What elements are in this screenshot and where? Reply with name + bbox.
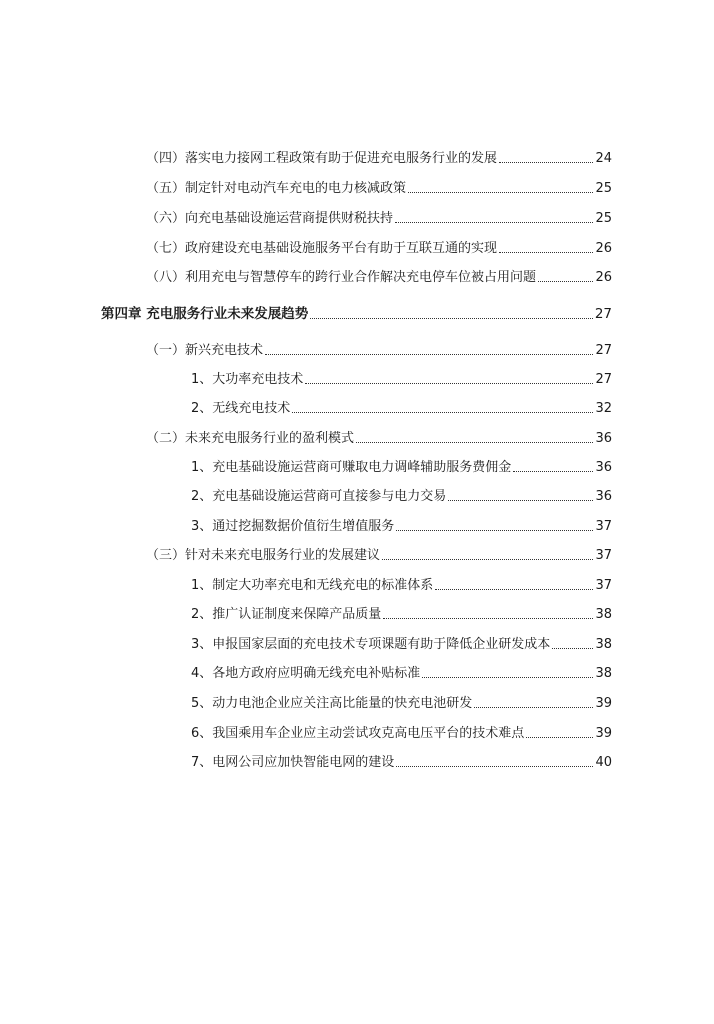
dot-leader	[448, 500, 593, 501]
toc-entry-page: 24	[595, 151, 612, 166]
toc-entry-page: 37	[595, 548, 612, 563]
dot-leader	[408, 192, 593, 193]
dot-leader	[526, 737, 593, 738]
toc-entry-section-8[interactable]	[146, 269, 612, 286]
toc-entry-title: 1、充电基础设施运营商可赚取电力调峰辅助服务费佣金	[191, 460, 512, 475]
toc-entry-page: 36	[595, 489, 612, 504]
toc-entry-page: 27	[595, 343, 612, 358]
toc-entry-title: 第四章 充电服务行业未来发展趋势	[101, 306, 309, 322]
toc-entry-title: （八）利用充电与智慧停车的跨行业合作解决充电停车位被占用问题	[146, 270, 537, 285]
toc-entry-page: 27	[595, 372, 612, 387]
dot-leader	[474, 707, 593, 708]
toc-entry-title: 1、制定大功率充电和无线充电的标准体系	[191, 578, 434, 593]
dot-leader	[538, 281, 593, 282]
toc-entry-title: （五）制定针对电动汽车充电的电力核减政策	[146, 181, 407, 196]
toc-entry-title: 5、动力电池企业应关注高比能量的快充电池研发	[191, 696, 473, 711]
toc-entry-item[interactable]	[191, 400, 612, 417]
toc-entry-page: 25	[595, 211, 612, 226]
toc-entry-item[interactable]	[191, 488, 612, 505]
toc-entry-page: 36	[595, 431, 612, 446]
toc-entry-item[interactable]	[191, 371, 612, 388]
toc-entry-title: 4、各地方政府应明确无线充电补贴标准	[191, 666, 421, 681]
toc-entry-section-4-2[interactable]	[146, 430, 612, 447]
toc-entry-section-4-1[interactable]	[146, 342, 612, 359]
toc-entry-page: 32	[595, 401, 612, 416]
toc-entry-title: （二）未来充电服务行业的盈利模式	[146, 431, 355, 446]
toc-entry-title: 2、推广认证制度来保障产品质量	[191, 607, 382, 622]
toc-entry-section-4[interactable]	[146, 150, 612, 167]
toc-entry-title: 6、我国乘用车企业应主动尝试攻克高电压平台的技术难点	[191, 726, 525, 741]
toc-entry-item[interactable]	[191, 754, 612, 771]
toc-entry-page: 38	[595, 607, 612, 622]
dot-leader	[395, 222, 593, 223]
dot-leader	[356, 442, 593, 443]
dot-leader	[292, 412, 593, 413]
dot-leader	[499, 162, 593, 163]
toc-entry-page: 37	[595, 578, 612, 593]
toc-entry-section-7[interactable]	[146, 240, 612, 257]
toc-entry-title: 1、大功率充电技术	[191, 372, 304, 387]
toc-entry-page: 40	[595, 755, 612, 770]
toc-entry-title: （七）政府建设充电基础设施服务平台有助于互联互通的实现	[146, 241, 498, 256]
toc-entry-item[interactable]	[191, 665, 612, 682]
toc-entry-title: （六）向充电基础设施运营商提供财税扶持	[146, 211, 394, 226]
toc-entry-item[interactable]	[191, 518, 612, 535]
toc-entry-item[interactable]	[191, 577, 612, 594]
dot-leader	[435, 589, 593, 590]
toc-entry-page: 26	[595, 270, 612, 285]
dot-leader	[422, 677, 593, 678]
toc-entry-section-4-3[interactable]	[146, 547, 612, 564]
dot-leader	[552, 648, 593, 649]
toc-entry-item[interactable]	[191, 725, 612, 742]
toc-entry-title: 2、充电基础设施运营商可直接参与电力交易	[191, 489, 447, 504]
toc-entry-page: 25	[595, 181, 612, 196]
toc-entry-page: 38	[595, 666, 612, 681]
toc-entry-page: 26	[595, 241, 612, 256]
toc-entry-title: （三）针对未来充电服务行业的发展建议	[146, 548, 381, 563]
toc-entry-page: 39	[595, 726, 612, 741]
dot-leader	[396, 530, 593, 531]
toc-entry-title: 3、通过挖掘数据价值衍生增值服务	[191, 519, 395, 534]
dot-leader	[396, 766, 593, 767]
toc-entry-page: 38	[595, 637, 612, 652]
toc-entry-page: 27	[594, 306, 612, 322]
dot-leader	[305, 383, 593, 384]
toc-entry-section-6[interactable]	[146, 210, 612, 227]
toc-entry-page: 37	[595, 519, 612, 534]
toc-entry-title: （四）落实电力接网工程政策有助于促进充电服务行业的发展	[146, 151, 498, 166]
dot-leader	[513, 471, 593, 472]
toc-entry-title: （一）新兴充电技术	[146, 343, 264, 358]
toc-entry-item[interactable]	[191, 636, 612, 653]
toc-entry-page: 36	[595, 460, 612, 475]
toc-entry-item[interactable]	[191, 459, 612, 476]
toc-entry-section-5[interactable]	[146, 180, 612, 197]
toc-entry-item[interactable]	[191, 695, 612, 712]
toc-entry-title: 3、申报国家层面的充电技术专项课题有助于降低企业研发成本	[191, 637, 551, 652]
toc-entry-page: 39	[595, 696, 612, 711]
dot-leader	[265, 354, 593, 355]
dot-leader	[499, 252, 593, 253]
toc-entry-item[interactable]	[191, 606, 612, 623]
toc-entry-title: 2、无线充电技术	[191, 401, 291, 416]
dot-leader	[383, 618, 593, 619]
dot-leader	[382, 559, 593, 560]
toc-entry-title: 7、电网公司应加快智能电网的建设	[191, 755, 395, 770]
toc-entry-chapter-4[interactable]	[101, 306, 612, 323]
dot-leader	[310, 318, 593, 319]
